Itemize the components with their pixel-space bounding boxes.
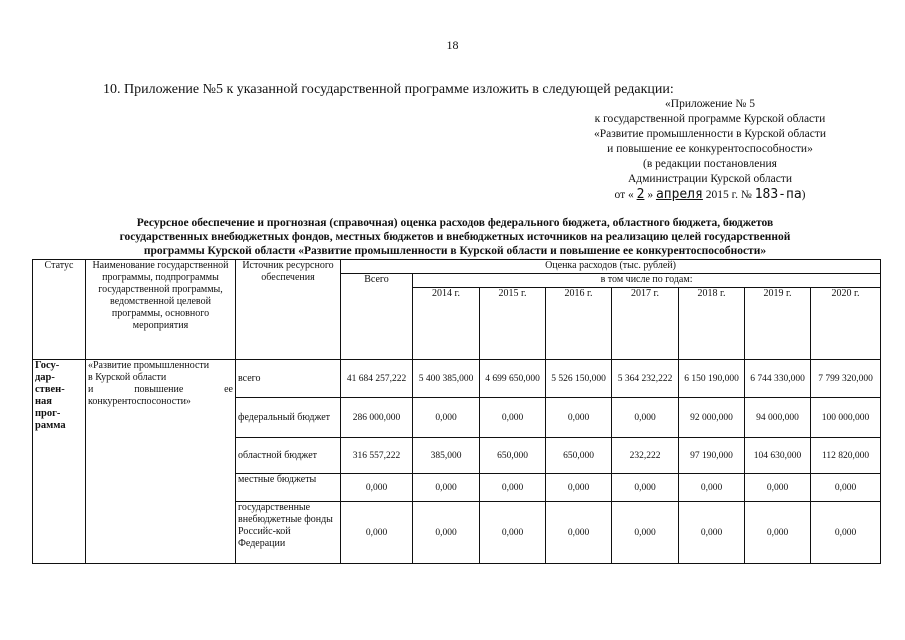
budget-table — [32, 259, 881, 564]
source-cell: областной бюджет — [236, 438, 341, 474]
year-value: 0,000 — [679, 474, 745, 502]
year-value: 5 526 150,000 — [546, 360, 612, 398]
title-line: программы Курской области «Развитие промышленности в Курской области и повышение ее конкурентоспособности» — [143, 245, 767, 257]
resolution-year: 2015 г. № — [705, 189, 752, 201]
header-year: 2018 г. — [679, 288, 745, 360]
header-total: Всего — [341, 274, 413, 360]
date-quote-close: » — [647, 189, 654, 201]
program-name-line: в Курской области — [88, 372, 167, 383]
header-source: Источник ресурсного обеспечения — [236, 260, 341, 360]
total-value: 41 684 257,222 — [341, 360, 413, 398]
program-name-line: «Развитие промышленности — [88, 360, 210, 371]
close-paren: ) — [801, 189, 806, 201]
year-value: 112 820,000 — [811, 438, 881, 474]
year-value: 0,000 — [811, 474, 881, 502]
total-value: 0,000 — [341, 502, 413, 564]
year-value: 650,000 — [480, 438, 546, 474]
total-value: 316 557,222 — [341, 438, 413, 474]
header-year: 2015 г. — [480, 288, 546, 360]
year-value: 0,000 — [480, 474, 546, 502]
appendix-line: (в редакции постановления — [643, 158, 777, 170]
year-value: 0,000 — [612, 398, 679, 438]
year-value: 0,000 — [679, 502, 745, 564]
year-value: 0,000 — [612, 474, 679, 502]
appendix-line: к государственной программе Курской области — [594, 113, 826, 125]
year-value: 0,000 — [546, 398, 612, 438]
year-value: 0,000 — [745, 474, 811, 502]
year-value: 97 190,000 — [679, 438, 745, 474]
year-value: 5 364 232,222 — [612, 360, 679, 398]
year-value: 6 744 330,000 — [745, 360, 811, 398]
program-name-cell — [86, 360, 236, 564]
year-value: 94 000,000 — [745, 398, 811, 438]
item-heading: 10. Приложение №5 к указанной государственной программе изложить в следующей редакции: — [103, 82, 674, 97]
header-year: 2019 г. — [745, 288, 811, 360]
source-cell: государственные внебюджетные фонды Российс-кой Федерации — [236, 502, 341, 564]
appendix-line: «Приложение № 5 — [665, 98, 755, 110]
year-value: 0,000 — [480, 502, 546, 564]
year-value: 0,000 — [413, 474, 480, 502]
year-value: 232,222 — [612, 438, 679, 474]
year-value: 5 400 385,000 — [413, 360, 480, 398]
program-name-line: и повышение ее — [88, 384, 233, 395]
year-value: 0,000 — [612, 502, 679, 564]
appendix-block — [560, 97, 860, 203]
total-value: 0,000 — [341, 474, 413, 502]
year-value: 0,000 — [546, 474, 612, 502]
source-cell: всего — [236, 360, 341, 398]
resolution-date-line — [560, 187, 860, 203]
appendix-line: и повышение ее конкурентоспособности» — [607, 143, 813, 155]
page-number: 18 — [446, 38, 459, 52]
total-value: 286 000,000 — [341, 398, 413, 438]
header-estimate: Оценка расходов (тыс. рублей) — [341, 260, 881, 274]
year-value: 385,000 — [413, 438, 480, 474]
resolution-month: апреля — [655, 187, 703, 202]
year-value: 0,000 — [745, 502, 811, 564]
date-prefix: от « — [614, 189, 634, 201]
title-line: государственных внебюджетных фондов, местных бюджетов и внебюджетных источников на реализацию целей государственной — [119, 231, 791, 243]
source-cell: федеральный бюджет — [236, 398, 341, 438]
year-value: 104 630,000 — [745, 438, 811, 474]
status-cell: Госу- дар- ствен- ная прог- рамма — [33, 360, 86, 564]
header-year: 2014 г. — [413, 288, 480, 360]
title-line: Ресурсное обеспечение и прогнозная (справочная) оценка расходов федерального бюджета, областного бюджета, бюджетов — [136, 217, 774, 229]
appendix-line: «Развитие промышленности в Курской области — [593, 128, 827, 140]
year-value: 4 699 650,000 — [480, 360, 546, 398]
header-name: Наименование государственной программы, подпрограммы государственной программы, ведомственной целевой программы, основного мероприятия — [86, 260, 236, 360]
header-by-years: в том числе по годам: — [413, 274, 881, 288]
header-year: 2020 г. — [811, 288, 881, 360]
year-value: 0,000 — [480, 398, 546, 438]
resolution-day: 2 — [636, 187, 645, 202]
year-value: 0,000 — [546, 502, 612, 564]
appendix-line: Администрации Курской области — [628, 173, 792, 185]
source-cell: местные бюджеты — [236, 474, 341, 502]
document-title — [60, 216, 850, 258]
resolution-number: 183-па — [754, 187, 802, 202]
header-year: 2017 г. — [612, 288, 679, 360]
year-value: 650,000 — [546, 438, 612, 474]
year-value: 7 799 320,000 — [811, 360, 881, 398]
header-year: 2016 г. — [546, 288, 612, 360]
year-value: 100 000,000 — [811, 398, 881, 438]
year-value: 0,000 — [413, 398, 480, 438]
header-status: Статус — [33, 260, 86, 360]
program-name-line: конкурентоспосоности» — [88, 396, 191, 407]
year-value: 0,000 — [811, 502, 881, 564]
year-value: 0,000 — [413, 502, 480, 564]
year-value: 6 150 190,000 — [679, 360, 745, 398]
table-row — [33, 360, 881, 398]
year-value: 92 000,000 — [679, 398, 745, 438]
